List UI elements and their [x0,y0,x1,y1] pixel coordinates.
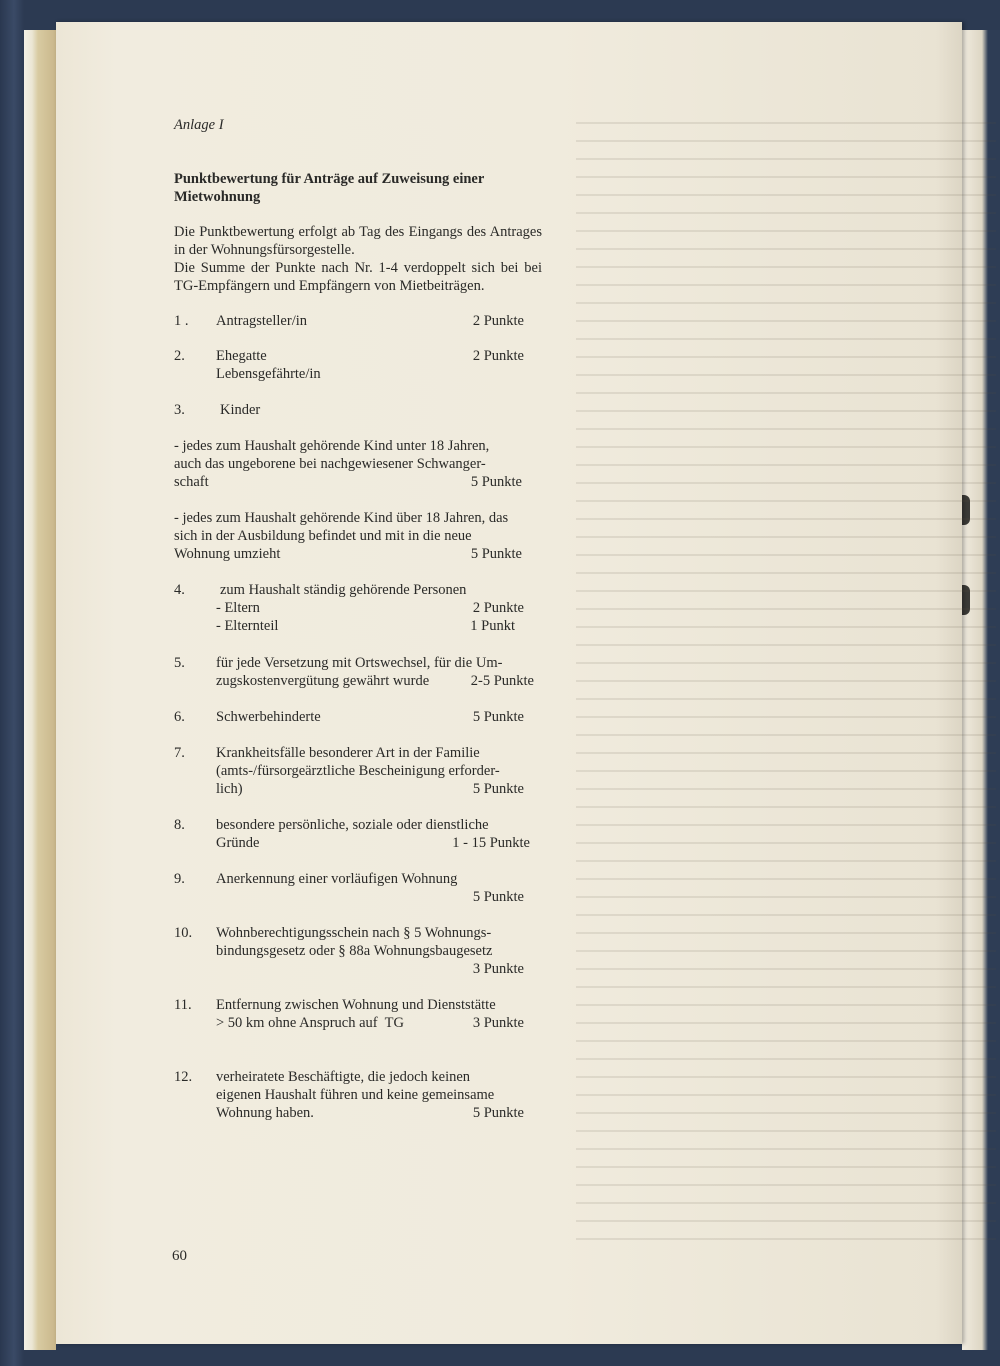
item-number: 11. [174,997,192,1013]
item-label: besondere persönliche, soziale oder dienstliche [216,817,489,833]
item-label-line-2: bindungsgesetz oder § 88a Wohnungsbaugesetz [216,943,493,959]
sub-item-parents: - Eltern [216,600,260,616]
bleed-through-text [576,112,996,1252]
item-label: Antragsteller/in [216,313,308,329]
item-label-line-2: (amts-/fürsorgeärztliche Bescheinigung erforder- [216,763,500,779]
item-label: verheiratete Beschäftigte, die jedoch keinen [216,1069,471,1085]
item-number: 6. [174,709,185,725]
item-points: 5 Punkte [470,474,522,490]
intro-text [174,223,542,295]
item-label: zum Haushalt ständig gehörende Personen [220,582,467,598]
item-number: 4. [174,582,185,598]
item-number: 7. [174,745,185,761]
item-label: Ehegatte [216,348,267,364]
item-label-line-3: Wohnung haben. [216,1105,314,1121]
para-line: - jedes zum Haushalt gehörende Kind über 18 Jahren, das [174,510,509,526]
item-points: 2 Punkte [472,348,524,364]
item-points: 3 Punkte [472,1015,524,1031]
item-label-line-2: Lebensgefährte/in [216,366,321,382]
page-number: 60 [172,1248,187,1264]
item-label: Entfernung zwischen Wohnung und Dienststätte [216,997,496,1013]
item-number: 8. [174,817,185,833]
children-over-18 [174,509,540,565]
item-number: 2. [174,348,185,364]
item-label-line-2: Gründe [216,835,260,851]
para-line: sich in der Ausbildung befindet und mit in die neue [174,528,472,544]
page-stack-edge [24,30,56,1350]
list-item-4 [174,581,524,637]
item-number: 12. [174,1069,193,1085]
item-label-line-2: zugskostenvergütung gewährt wurde [216,673,430,689]
item-label: Krankheitsfälle besonderer Art in der Familie [216,745,480,761]
item-points: 1 - 15 Punkte [452,835,530,851]
item-number: 3. [174,402,185,418]
item-points: 1 Punkt [470,618,515,634]
item-label: für jede Versetzung mit Ortswechsel, für die Um- [216,655,503,671]
intro-paragraph-2: Die Summe der Punkte nach Nr. 1-4 verdoppelt sich bei bei TG-Empfängern und Empfängern von Mietbeiträgen. [174,260,542,294]
item-label: Kinder [220,402,261,418]
item-points: 2 Punkte [472,313,524,329]
item-label: Schwerbehinderte [216,709,321,725]
item-points: 5 Punkte [472,1105,524,1121]
item-points: 3 Punkte [472,961,524,977]
item-points: 5 Punkte [472,781,524,797]
item-points: 5 Punkte [472,889,524,905]
item-label-line-3: lich) [216,781,243,797]
page-heading: Punktbewertung für Anträge auf Zuweisung einer Mietwohnung [174,171,485,205]
item-label-line-2: > 50 km ohne Anspruch auf TG [216,1015,404,1031]
para-line: auch das ungeborene bei nachgewiesener Schwanger- [174,456,486,472]
item-label: Anerkennung einer vorläufigen Wohnung [216,871,458,887]
item-points: 5 Punkte [470,546,522,562]
item-points: 5 Punkte [472,709,524,725]
item-points: 2 Punkte [472,600,524,616]
item-number: 10. [174,925,193,941]
item-number: 9. [174,871,185,887]
item-number: 1 . [174,313,189,329]
item-points: 2-5 Punkte [470,673,534,689]
item-label: Wohnberechtigungsschein nach § 5 Wohnungs- [216,925,492,941]
para-line: schaft [174,474,209,490]
para-line: - jedes zum Haushalt gehörende Kind unter 18 Jahren, [174,438,490,454]
para-line: Wohnung umzieht [174,546,281,562]
item-number: 5. [174,655,185,671]
intro-paragraph-1: Die Punktbewertung erfolgt ab Tag des Eingangs des Antrages in der Wohnungsfürsorgestelle. [174,224,542,258]
children-under-18 [174,437,540,493]
annex-label: Anlage I [174,117,224,133]
item-label-line-2: eigenen Haushalt führen und keine gemeinsame [216,1087,495,1103]
sub-item-parent: - Elternteil [216,618,279,634]
